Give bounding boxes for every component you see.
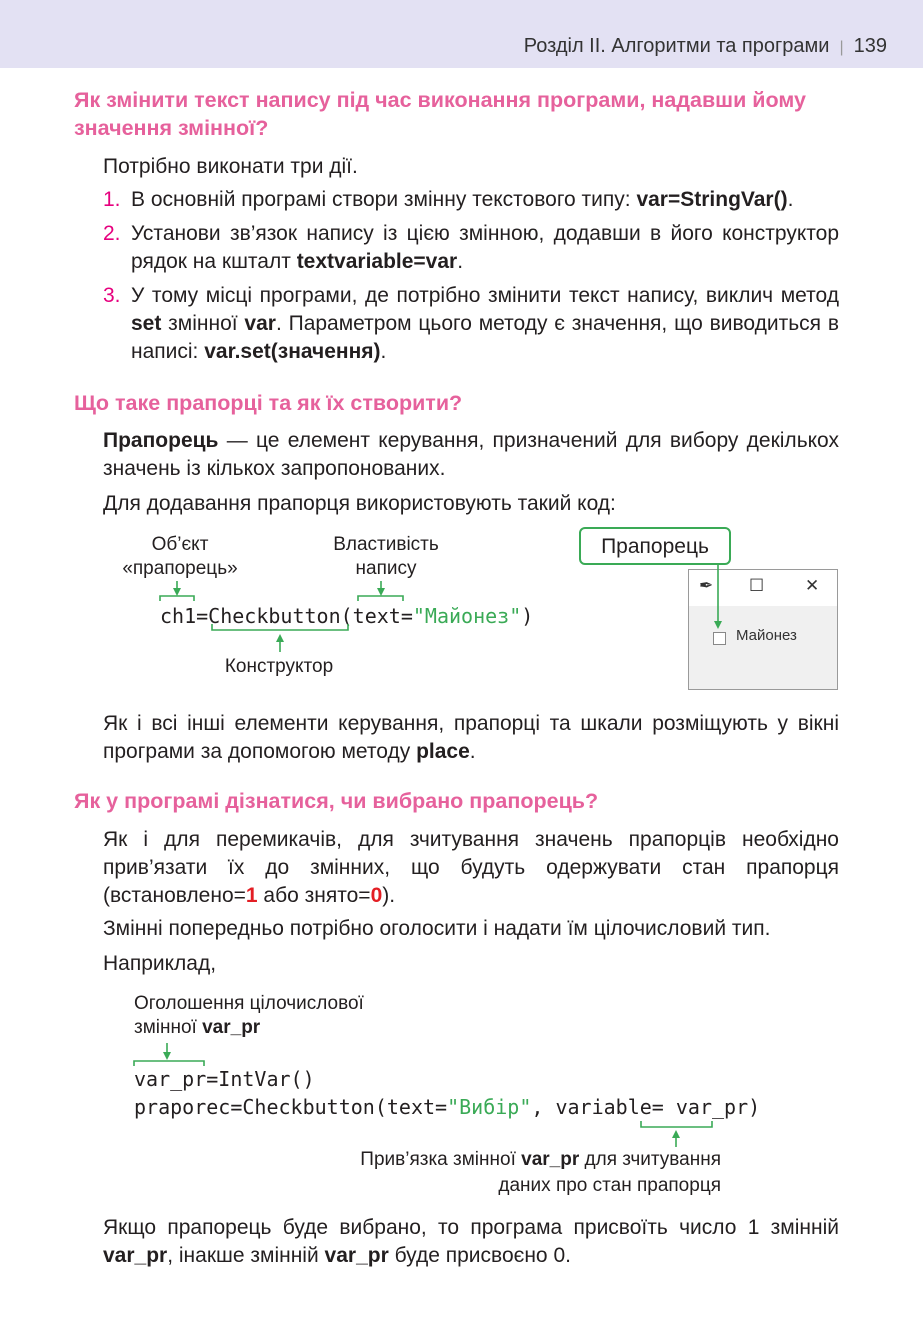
code-intvar: var_pr=IntVar() [134, 1067, 315, 1091]
maximize-icon[interactable]: ☐ [749, 576, 765, 595]
step-text: . Параметром цього методу є значення, що виводиться в написі: [131, 312, 839, 363]
paragraph-declare: Змінні попередньо потрібно оголосити і надати їм цілочисловий тип. [103, 917, 771, 940]
code-string: "Майонез" [412, 604, 522, 628]
annotation-constructor: Конструктор [224, 656, 334, 677]
term: Прапорець [103, 429, 219, 452]
annotation-property: Властивість напису [333, 534, 439, 579]
header-separator: | [839, 39, 844, 56]
punct: . [469, 740, 476, 763]
list-number: 3. [103, 284, 121, 307]
paragraph-code-intro: Для додавання прапорця використовують такий код: [103, 492, 616, 515]
code-term: var_pr [324, 1244, 389, 1267]
paragraph-intro: Потрібно виконати три дії. [103, 155, 358, 178]
bracket-object [160, 596, 194, 601]
result-text: Якщо прапорець буде вибрано, то програма присвоїть число 1 змінній [103, 1216, 839, 1239]
bracket-constructor [212, 624, 348, 630]
code-term: var.set(значення) [204, 340, 381, 363]
code-part: ) [521, 604, 534, 628]
binding-text: Як і для перемикачів, для зчитування значень прапорців необхідно прив’язати їх до змінних, що будуть одержувати стан прапорця (встановлено= [103, 828, 839, 907]
close-icon[interactable]: ✕ [805, 576, 820, 595]
code-string: "Вибір" [447, 1095, 532, 1119]
code-term: var_pr [202, 1017, 261, 1038]
step-text: У тому місці програми, де потрібно змінити текст напису, виклич метод [131, 284, 839, 307]
definition-text: — це елемент керування, призначений для вибору декількох значень із кількох запропонованих. [103, 429, 839, 480]
checkbox-label: Майонез [736, 627, 797, 644]
heading-checked-state: Як у програмі дізнатися, чи вибрано прапорець? [74, 789, 599, 813]
bracket-declaration [134, 1061, 204, 1066]
bracket-binding [641, 1121, 712, 1127]
code-term: set [131, 312, 162, 335]
step-text: змінної [161, 312, 245, 335]
feather-icon: ✒ [699, 576, 714, 595]
value-one: 1 [245, 884, 258, 907]
callout-checkbox: Прапорець [579, 527, 731, 565]
value-zero: 0 [370, 884, 383, 907]
heading-change-label-text: Як змінити текст напису під час виконання програми, надавши йому значення змінної? [74, 88, 806, 140]
annotation-object: Об’єкт «прапорець» [122, 534, 238, 579]
code-part: praporec=Checkbutton(text= [134, 1095, 448, 1119]
code-part: , variable= var_pr) [531, 1095, 761, 1119]
annotation-line: Оголошення цілочислової [134, 993, 364, 1014]
code-term: var [244, 312, 276, 335]
code-term: textvariable=var [296, 250, 458, 273]
result-text: , інакше змінній [167, 1244, 325, 1267]
punct: . [380, 340, 387, 363]
code-term: place [416, 740, 470, 763]
code-term: var_pr [521, 1149, 580, 1170]
code-part: ch1=Checkbutton(text= [160, 604, 413, 628]
punct: . [457, 250, 464, 273]
bracket-property [358, 596, 403, 601]
punct: ). [382, 884, 396, 907]
step-text: Установи зв’язок напису із цією змінною, додавши в його конструктор рядок на кшталт [131, 222, 839, 273]
page-number: 139 [853, 35, 887, 57]
punct: . [787, 188, 794, 211]
binding-text: або знято= [257, 884, 371, 907]
section-title: Розділ ІІ. Алгоритми та програми [523, 35, 830, 57]
list-number: 2. [103, 222, 121, 245]
step-text: В основній програмі створи змінну текстового типу: [131, 188, 637, 211]
annotation-line: даних про стан прапорця [498, 1175, 721, 1196]
annotation-line: Прив’язка змінної [360, 1149, 522, 1170]
paragraph-example: Наприклад, [103, 952, 217, 975]
code-term: var_pr [103, 1244, 168, 1267]
annotation-line: для зчитування [579, 1149, 721, 1170]
code-term: var=StringVar() [636, 188, 788, 211]
annotation-line: змінної [134, 1017, 203, 1038]
result-text: буде присвоєно 0. [388, 1244, 571, 1267]
heading-checkboxes: Що таке прапорці та як їх створити? [74, 391, 463, 415]
place-text: Як і всі інші елементи керування, прапорці та шкали розміщують у вікні програми за допомогою методу [103, 712, 839, 763]
list-number: 1. [103, 188, 121, 211]
